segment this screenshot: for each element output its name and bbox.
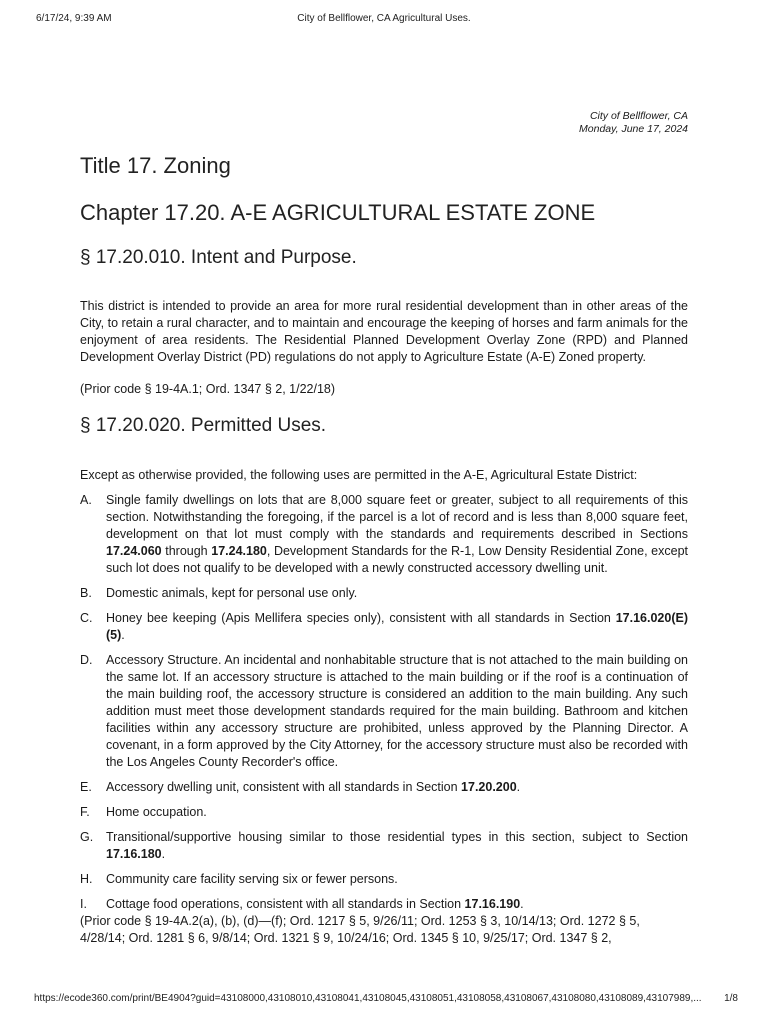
chapter-heading: Chapter 17.20. A-E AGRICULTURAL ESTATE ZONE xyxy=(80,200,596,225)
title-heading: Title 17. Zoning xyxy=(80,153,231,178)
list-item xyxy=(80,652,688,771)
section-link[interactable]: 17.24.060 xyxy=(106,544,162,558)
section-link[interactable]: 17.16.190 xyxy=(464,897,521,911)
list-item xyxy=(80,492,688,577)
permitted-uses-history: (Prior code § 19-4A.2(a), (b), (d)—(f); Ord. 1217 § 5, 9/26/11; Ord. 1253 § 3, 10/14/13; Ord. 1272 § 5, 4/28/14; Ord. 1281 § 6, 9/8/14; Ord. 1321 § 9, 10/24/16; Ord. 1345 § 10, 9/25/17; Ord. 1347 § 2, xyxy=(80,914,640,945)
permitted-uses-list xyxy=(80,492,688,947)
list-letter: H. xyxy=(80,872,93,886)
item-text: . xyxy=(121,628,125,642)
list-letter: B. xyxy=(80,586,92,600)
item-text: , Development Standards for the R-1, Low Density Residential Zone, except such lot does not qualify to be developed with a newly constructed accessory dwelling unit. xyxy=(106,544,688,575)
item-text: Accessory Structure. An incidental and nonhabitable structure that is not attached to the main building on the same lot. If an accessory structure is attached to the main building or if the roof is a continuation of the main building roof, the accessory structure is considered an addition to the main building. Any such addition must meet those development standards required for the main building. Bathroom and kitchen facilities within any accessory structure are prohibited, unless approved by the Planning Director. A covenant, in a form approved by the City Attorney, for the accessory structure must also be recorded with the Los Angeles County Recorder's office. xyxy=(106,653,688,769)
list-item xyxy=(80,896,688,913)
item-text: . xyxy=(520,897,524,911)
section-link[interactable]: 17.16.180 xyxy=(106,847,162,861)
list-item xyxy=(80,779,688,796)
list-letter: I. xyxy=(80,897,87,911)
list-letter: A. xyxy=(80,493,92,507)
list-item xyxy=(80,829,688,863)
item-text: Domestic animals, kept for personal use only. xyxy=(106,586,358,600)
item-text: Single family dwellings on lots that are 8,000 square feet or greater, subject to all requirements of this section. Notwithstanding the foregoing, if the parcel is a lot of record and is less than 8,000 square feet, development on that lot must comply with the standards and requirements described in Sections xyxy=(106,493,688,541)
item-text: Community care facility serving six or fewer persons. xyxy=(106,872,398,886)
section-link[interactable]: 17.24.180 xyxy=(211,544,267,558)
section-heading-intent: § 17.20.010. Intent and Purpose. xyxy=(80,247,357,268)
list-letter: E. xyxy=(80,780,92,794)
print-datetime: 6/17/24, 9:39 AM xyxy=(36,13,112,24)
page-number: 1/8 xyxy=(724,993,738,1004)
city-name: City of Bellflower, CA xyxy=(589,110,688,122)
list-item xyxy=(80,871,688,888)
print-header xyxy=(0,13,768,29)
item-text: Transitional/supportive housing similar to those residential types in this section, subject to Section xyxy=(106,830,688,844)
document-date: Monday, June 17, 2024 xyxy=(579,123,688,135)
print-page-title: City of Bellflower, CA Agricultural Uses. xyxy=(297,13,471,24)
intent-history: (Prior code § 19-4A.1; Ord. 1347 § 2, 1/22/18) xyxy=(80,382,336,396)
item-text: . xyxy=(516,780,521,794)
item-text: . xyxy=(161,847,166,861)
city-date-block xyxy=(579,110,688,136)
item-text: Home occupation. xyxy=(106,805,207,819)
list-letter: F. xyxy=(80,805,90,819)
item-text: Cottage food operations, consistent with all standards in Section xyxy=(106,897,465,911)
permitted-uses-intro: Except as otherwise provided, the following uses are permitted in the A-E, Agricultural Estate District: xyxy=(80,468,638,482)
item-text: through xyxy=(161,544,212,558)
intent-paragraph: This district is intended to provide an area for more rural residential development than in other areas of the City, to retain a rural character, and to maintain and encourage the keeping of horses and farm animals for the enjoyment of area residents. The Residential Planned Development Overlay Zone (RPD) and Planned Development Overlay District (PD) regulations do not apply to Agriculture Estate (A-E) Zoned property. xyxy=(80,299,688,364)
item-text: Accessory dwelling unit, consistent with all standards in Section xyxy=(106,780,462,794)
section-heading-permitted-uses: § 17.20.020. Permitted Uses. xyxy=(80,415,327,436)
print-url: https://ecode360.com/print/BE4904?guid=43108000,43108010,43108041,43108045,43108051,43108058,43108067,43108080,43108089,43107989,... xyxy=(34,993,702,1004)
list-letter: G. xyxy=(80,830,94,844)
list-letter: D. xyxy=(80,653,93,667)
list-item xyxy=(80,585,688,602)
section-link[interactable]: 17.16.020(E)(5) xyxy=(106,611,688,642)
list-item xyxy=(80,804,688,821)
item-text: Honey bee keeping (Apis Mellifera species only), consistent with all standards in Section xyxy=(106,611,616,625)
section-link[interactable]: 17.20.200 xyxy=(461,780,517,794)
list-item xyxy=(80,610,688,644)
list-letter: C. xyxy=(80,611,93,625)
